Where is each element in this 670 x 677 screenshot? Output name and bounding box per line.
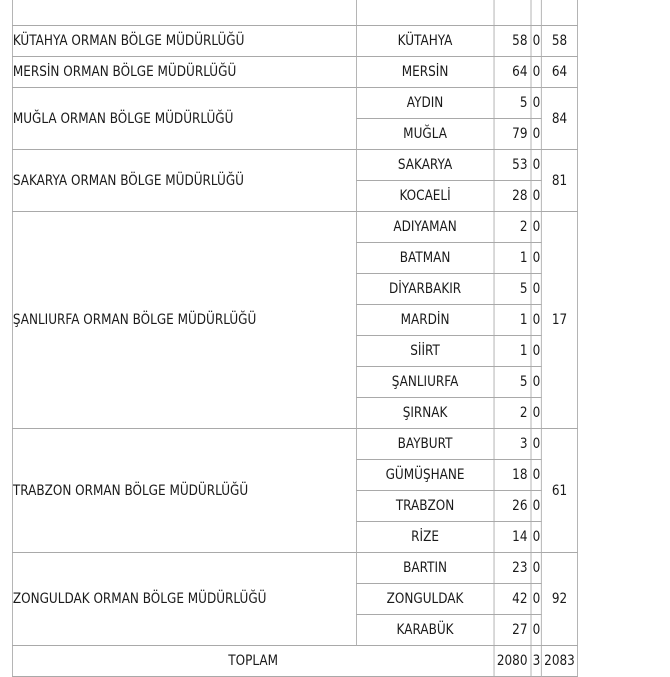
province-name: SİİRT xyxy=(356,336,494,367)
region-name: ŞANLIURFA ORMAN BÖLGE MÜDÜRLÜĞÜ xyxy=(12,212,356,429)
province-value: 1 xyxy=(494,305,532,336)
province-value: 2 xyxy=(494,398,532,429)
province-name: KÜTAHYA xyxy=(356,26,494,57)
province-value: 28 xyxy=(494,181,532,212)
province-zero: 0 xyxy=(531,274,541,305)
province-zero: 0 xyxy=(531,367,541,398)
table-row xyxy=(12,57,577,88)
table-row xyxy=(12,553,577,584)
table-row xyxy=(12,212,577,243)
province-zero: 0 xyxy=(531,398,541,429)
province-name: AYDIN xyxy=(356,88,494,119)
province-value: 64 xyxy=(494,57,532,88)
table-row xyxy=(12,88,577,119)
total-label: TOPLAM xyxy=(12,646,493,677)
region-total: 92 xyxy=(542,553,578,646)
region-cell xyxy=(12,0,356,26)
region-total: 61 xyxy=(542,429,578,553)
value-cell xyxy=(494,0,532,26)
province-name: GÜMÜŞHANE xyxy=(356,460,494,491)
table-row xyxy=(12,26,577,57)
province-zero: 0 xyxy=(531,429,541,460)
province-zero: 0 xyxy=(531,491,541,522)
region-name: KÜTAHYA ORMAN BÖLGE MÜDÜRLÜĞÜ xyxy=(12,26,356,57)
region-total: 64 xyxy=(542,57,578,88)
province-name: SAKARYA xyxy=(356,150,494,181)
province-zero: 0 xyxy=(531,212,541,243)
region-name: SAKARYA ORMAN BÖLGE MÜDÜRLÜĞÜ xyxy=(12,150,356,212)
province-name: MUĞLA xyxy=(356,119,494,150)
table-body xyxy=(12,0,577,646)
province-zero: 0 xyxy=(531,615,541,646)
province-name: BAYBURT xyxy=(356,429,494,460)
province-zero: 0 xyxy=(531,181,541,212)
province-value: 79 xyxy=(494,119,532,150)
region-total: 58 xyxy=(542,26,578,57)
province-name: BATMAN xyxy=(356,243,494,274)
province-value: 1 xyxy=(494,336,532,367)
province-value: 1 xyxy=(494,243,532,274)
total-row xyxy=(12,646,577,677)
province-value: 5 xyxy=(494,274,532,305)
table-row xyxy=(12,429,577,460)
province-name: ADIYAMAN xyxy=(356,212,494,243)
province-value: 23 xyxy=(494,553,532,584)
province-value: 53 xyxy=(494,150,532,181)
region-name: ZONGULDAK ORMAN BÖLGE MÜDÜRLÜĞÜ xyxy=(12,553,356,646)
zero-cell xyxy=(531,0,541,26)
province-value: 2 xyxy=(494,212,532,243)
province-name: ŞANLIURFA xyxy=(356,367,494,398)
grand-value: 2080 xyxy=(494,646,532,677)
province-name: MERSİN xyxy=(356,57,494,88)
province-name: ZONGULDAK xyxy=(356,584,494,615)
province-zero: 0 xyxy=(531,553,541,584)
province-zero: 0 xyxy=(531,584,541,615)
province-value: 14 xyxy=(494,522,532,553)
province-zero: 0 xyxy=(531,336,541,367)
province-value: 26 xyxy=(494,491,532,522)
table-row xyxy=(12,150,577,181)
region-name: MUĞLA ORMAN BÖLGE MÜDÜRLÜĞÜ xyxy=(12,88,356,150)
total-cell xyxy=(542,0,578,26)
province-value: 27 xyxy=(494,615,532,646)
province-zero: 0 xyxy=(531,243,541,274)
province-value: 42 xyxy=(494,584,532,615)
region-name: TRABZON ORMAN BÖLGE MÜDÜRLÜĞÜ xyxy=(12,429,356,553)
partial-top-row xyxy=(12,0,577,26)
province-name: RİZE xyxy=(356,522,494,553)
region-total: 17 xyxy=(542,212,578,429)
region-total: 81 xyxy=(542,150,578,212)
region-total: 84 xyxy=(542,88,578,150)
province-zero: 0 xyxy=(531,26,541,57)
province-zero: 0 xyxy=(531,88,541,119)
forest-region-table xyxy=(12,0,578,677)
grand-second: 3 xyxy=(531,646,541,677)
province-value: 18 xyxy=(494,460,532,491)
province-name: ŞIRNAK xyxy=(356,398,494,429)
province-name: TRABZON xyxy=(356,491,494,522)
province-value: 5 xyxy=(494,88,532,119)
province-zero: 0 xyxy=(531,305,541,336)
province-zero: 0 xyxy=(531,522,541,553)
province-name: KARABÜK xyxy=(356,615,494,646)
province-zero: 0 xyxy=(531,150,541,181)
grand-total: 2083 xyxy=(542,646,578,677)
region-name: MERSİN ORMAN BÖLGE MÜDÜRLÜĞÜ xyxy=(12,57,356,88)
province-name: DİYARBAKIR xyxy=(356,274,494,305)
province-cell xyxy=(356,0,494,26)
province-zero: 0 xyxy=(531,119,541,150)
province-value: 3 xyxy=(494,429,532,460)
province-zero: 0 xyxy=(531,57,541,88)
province-name: BARTIN xyxy=(356,553,494,584)
province-name: KOCAELİ xyxy=(356,181,494,212)
province-name: MARDİN xyxy=(356,305,494,336)
province-zero: 0 xyxy=(531,460,541,491)
province-value: 58 xyxy=(494,26,532,57)
province-value: 5 xyxy=(494,367,532,398)
